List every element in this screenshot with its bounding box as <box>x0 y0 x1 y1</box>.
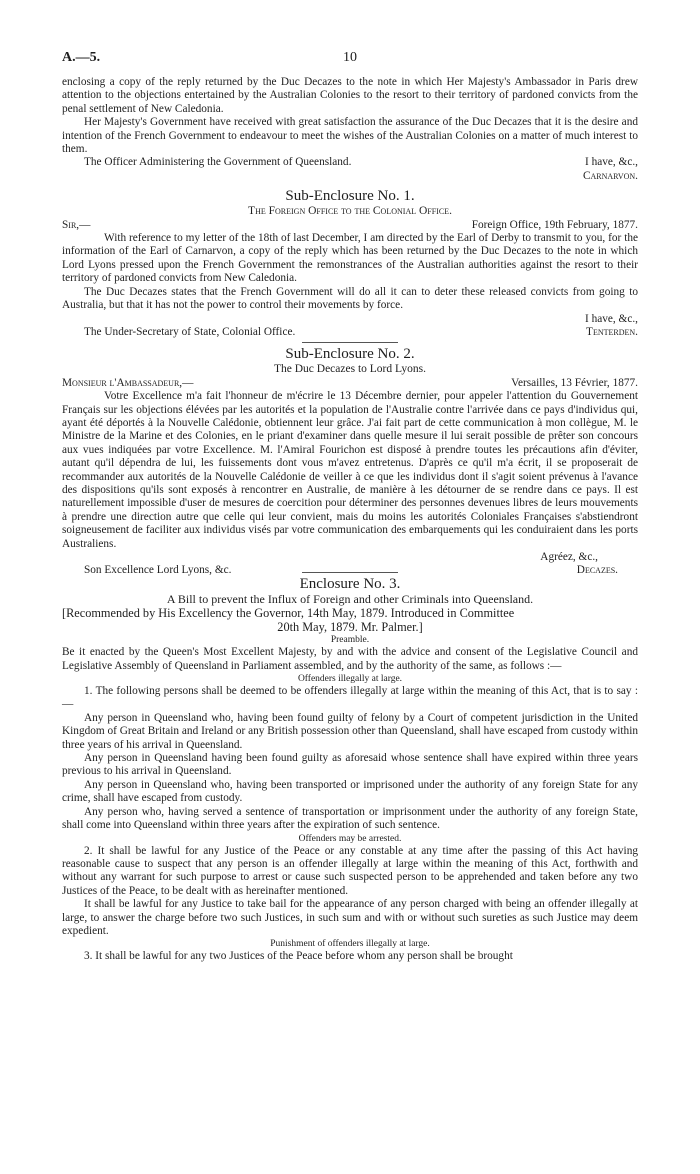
page-number: 10 <box>343 50 357 65</box>
bill-preamble: Be it enacted by the Queen's Most Excellent Majesty, by and with the advice and consent of the Legislative Council and Legislative Assembly of Queensland in Parliament assembled, and by the authority of the same, as follows :— <box>62 646 638 672</box>
sub-enclosure-1-paragraph-1: With reference to my letter of the 18th of last December, I am directed by the Earl of Derby to transmit to you, for the information of the Earl of Carnarvon, a copy of the reply which has been returned by the Duc Decazes to the note in which Lord Lyons pressed upon the French Government the remonstrances of the Australian authorities against the resort to their territory of pardoned convicts from New Caledonia. <box>62 232 638 285</box>
opening-addressee: The Officer Administering the Government of Queensland. <box>84 156 352 169</box>
sub-enclosure-2-subtitle: The Duc Decazes to Lord Lyons. <box>273 363 426 376</box>
bill-section-2-bail: It shall be lawful for any Justice to take bail for the appearance of any person charged with being an offender illegally at large, to answer the charge before two such Justices, in such sum and with or without such sureties as such Justice may deem expedient. <box>62 898 638 937</box>
margin-note-preamble: Preamble. <box>330 635 370 646</box>
sub-enclosure-2-title: Sub-Enclosure No. 2. <box>285 346 415 363</box>
enclosure-3 <box>62 575 638 964</box>
opening-letter <box>62 76 638 183</box>
bill-section-3: 3. It shall be lawful for any two Justices of the Peace before whom any person shall be brought <box>84 950 513 963</box>
margin-note-section-2: Offenders may be arrested. <box>298 833 402 844</box>
sub-enclosure-1-closing: I have, &c., <box>584 312 638 325</box>
opening-closing: I have, &c., <box>584 156 638 169</box>
sub-enclosure-2-salutation: Monsieur l'Ambassadeur,— <box>62 376 194 389</box>
divider <box>302 572 398 573</box>
enclosure-3-recommended-line-2: 20th May, 1879. Mr. Palmer.] <box>277 620 423 635</box>
sub-enclosure-1-signoff <box>62 326 638 339</box>
bill-section-2: 2. It shall be lawful for any Justice of the Peace or any constable at any time after the passing of this Act having reasonable cause to suspect that any person is an offender illegally at large within the meaning of this Act, forthwith and without any warrant for such purpose to arrest or cause such suspected person to be apprehended and taken before any two Justices of the Peace, to be dealt with as hereinafter mentioned. <box>62 844 638 897</box>
sub-enclosure-1-signature: Tenterden. <box>586 325 638 338</box>
opening-signature-row <box>62 170 638 183</box>
bill-section-1: 1. The following persons shall be deemed to be offenders illegally at large within the meaning of this Act, that is to say :— <box>62 685 638 711</box>
sub-enclosure-2-heading-row <box>62 377 638 390</box>
parliamentary-paper-ref: A.—5. <box>62 50 101 65</box>
margin-note-section-3: Punishment of offenders illegally at large. <box>270 939 430 950</box>
enclosure-3-subtitle: A Bill to prevent the Influx of Foreign and other Criminals into Queensland. <box>166 591 534 606</box>
bill-section-1-a: Any person in Queensland who, having been found guilty of felony by a Court of competent jurisdiction in the United Kingdom of Great Britain and Ireland or any British possession other than Queensland, shall have escaped from custody within three years of his arrival in Queensland. <box>62 711 638 751</box>
opening-signature: Carnarvon. <box>582 169 638 182</box>
sub-enclosure-2-addressee: Son Excellence Lord Lyons, &c. <box>84 564 232 577</box>
sub-enclosure-1-paragraph-2: The Duc Decazes states that the French Government will do all it can to deter these released convicts from going to Australia, but that it has not the power to control their movements by force. <box>62 285 638 312</box>
sub-enclosure-2-date: Versailles, 13 Février, 1877. <box>511 376 638 389</box>
sub-enclosure-2-closing: Agréez, &c., <box>540 551 598 563</box>
opening-paragraph-1: enclosing a copy of the reply returned by the Duc Decazes to the note in which Her Majesty's Ambassador in Paris drew attention to the objections entertained by the Australian Colonies to the resort to their territory of pardoned convicts from the penal settlement of New Caledonia. <box>62 76 638 115</box>
sub-enclosure-1-heading-row <box>62 219 638 232</box>
sub-enclosure-2-closing-row <box>62 551 638 564</box>
divider <box>302 342 398 343</box>
sub-enclosure-1 <box>62 187 638 343</box>
sub-enclosure-2-paragraph-1: Votre Excellence m'a fait l'honneur de m'écrire le 13 Décembre dernier, pour appeler l'attention du Gouvernement Français sur les objections élévées par les autorités et la population de l'Australie contre l'arrivée dans ce pays d'individus qui, ayant été déportés à la Nouvelle Calédonie, obtiennent leur grâce. J'ai fait part de cette communication à mon collègue, M. le Ministre de la Marine et des Colonies, en le priant d'examiner dans quelle mesure il lui serait possible de prêter son concours aux vues indiquées par votre Excellence. M. l'Amiral Fourichon est disposé à prendre toutes les précautions afin d'éviter, autant qu'il dépendra de lui, les fuissements dont vous m'avez entretenus. D'après ce qu'il m'a écrit, il se proposerait de recommander aux autorités de la Nouvelle Calédonie de veiller à ce que les individus dont il s'agit soient prévenus à l'avance des dispositions qu'ils sont exposés à rencontrer en Australie, de manière à les détourner de se rendre dans ce pays. Il est naturellement impossible d'user de mesures de coercition pour déterminer des personnes devenues libres de leurs mouvements à prendre une direction autre que celle qui leur convient, mais du moins les autorités Coloniales Françaises s'abstiendront soigneusement de faciliter aux individus visés par votre communication des embarquements qui les conduiraient dans les ports Australiens. <box>62 390 638 550</box>
sub-enclosure-1-addressee: The Under-Secretary of State, Colonial Office. <box>84 325 296 338</box>
opening-paragraph-2: Her Majesty's Government have received with great satisfaction the assurance of the Duc Decazes that it is the desire and intention of the French Government to endeavour to meet the wishes of the Australian Colonies on a matter of much interest to them. <box>62 116 638 156</box>
opening-signoff <box>62 156 638 169</box>
sub-enclosure-1-subtitle: The Foreign Office to the Colonial Office. <box>248 205 452 218</box>
sub-enclosure-1-salutation: Sir,— <box>62 218 91 231</box>
bill-section-1-c: Any person in Queensland who, having been transported or imprisoned under the authority of any foreign State for any crime, shall have escaped from custody. <box>62 778 638 805</box>
enclosure-3-title: Enclosure No. 3. <box>299 575 401 592</box>
bill-section-1-b: Any person in Queensland having been found guilty as aforesaid whose sentence shall have expired within three years previous to his arrival in Queensland. <box>62 752 638 778</box>
bill-section-1-d: Any person who, having served a sentence of transportation or imprisonment under the authority of any foreign State, shall come into Queensland within three years after the expiration of such sentence. <box>62 805 638 832</box>
sub-enclosure-1-closing-row <box>62 313 638 326</box>
enclosure-3-recommended-line-1: [Recommended by His Excellency the Governor, 14th May, 1879. Introduced in Committee <box>62 606 515 621</box>
sub-enclosure-1-date: Foreign Office, 19th February, 1877. <box>471 218 638 231</box>
sub-enclosure-2-signature: Decazes. <box>576 564 618 577</box>
margin-note-section-1: Offenders illegally at large. <box>297 674 403 685</box>
sub-enclosure-1-title: Sub-Enclosure No. 1. <box>285 188 415 205</box>
sub-enclosure-2 <box>62 345 638 577</box>
document-body <box>62 76 638 964</box>
page-header <box>62 50 638 66</box>
